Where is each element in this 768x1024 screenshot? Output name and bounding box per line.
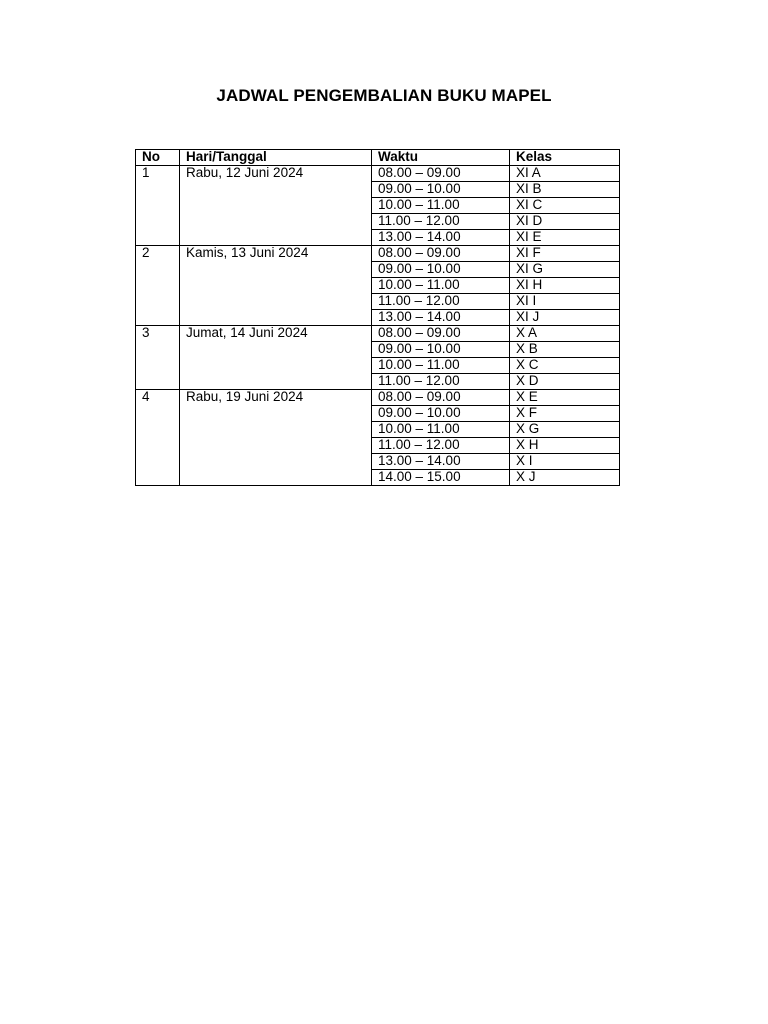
- cell-class: XI H: [510, 278, 620, 294]
- cell-class: XI I: [510, 294, 620, 310]
- cell-time: 09.00 – 10.00: [372, 262, 510, 278]
- cell-class: XI B: [510, 182, 620, 198]
- cell-time: 11.00 – 12.00: [372, 374, 510, 390]
- cell-class: X J: [510, 470, 620, 486]
- cell-time: 09.00 – 10.00: [372, 182, 510, 198]
- cell-class: X B: [510, 342, 620, 358]
- cell-no: 1: [136, 166, 180, 246]
- cell-time: 08.00 – 09.00: [372, 166, 510, 182]
- cell-class: XI D: [510, 214, 620, 230]
- cell-day: Jumat, 14 Juni 2024: [180, 326, 372, 390]
- cell-time: 08.00 – 09.00: [372, 326, 510, 342]
- schedule-table: [135, 149, 620, 486]
- cell-time: 13.00 – 14.00: [372, 230, 510, 246]
- cell-time: 11.00 – 12.00: [372, 214, 510, 230]
- cell-class: X D: [510, 374, 620, 390]
- cell-no: 2: [136, 246, 180, 326]
- cell-day: Rabu, 12 Juni 2024: [180, 166, 372, 246]
- cell-class: X H: [510, 438, 620, 454]
- cell-class: XI A: [510, 166, 620, 182]
- cell-class: XI F: [510, 246, 620, 262]
- header-day: Hari/Tanggal: [180, 150, 372, 166]
- schedule-body: [136, 166, 620, 486]
- cell-time: 10.00 – 11.00: [372, 358, 510, 374]
- cell-class: XI G: [510, 262, 620, 278]
- cell-time: 13.00 – 14.00: [372, 454, 510, 470]
- cell-class: XI C: [510, 198, 620, 214]
- cell-class: X C: [510, 358, 620, 374]
- cell-time: 09.00 – 10.00: [372, 406, 510, 422]
- cell-no: 3: [136, 326, 180, 390]
- cell-time: 09.00 – 10.00: [372, 342, 510, 358]
- table-row: [136, 246, 620, 262]
- cell-day: Kamis, 13 Juni 2024: [180, 246, 372, 326]
- cell-class: XI E: [510, 230, 620, 246]
- document-title: JADWAL PENGEMBALIAN BUKU MAPEL: [216, 86, 552, 105]
- cell-time: 10.00 – 11.00: [372, 278, 510, 294]
- cell-time: 13.00 – 14.00: [372, 310, 510, 326]
- table-header-row: [136, 150, 620, 166]
- cell-class: XI J: [510, 310, 620, 326]
- header-class: Kelas: [510, 150, 620, 166]
- cell-time: 10.00 – 11.00: [372, 198, 510, 214]
- cell-time: 14.00 – 15.00: [372, 470, 510, 486]
- header-no: No: [136, 150, 180, 166]
- table-row: [136, 390, 620, 406]
- cell-time: 08.00 – 09.00: [372, 246, 510, 262]
- cell-class: X F: [510, 406, 620, 422]
- cell-time: 11.00 – 12.00: [372, 438, 510, 454]
- table-row: [136, 326, 620, 342]
- cell-class: X E: [510, 390, 620, 406]
- cell-day: Rabu, 19 Juni 2024: [180, 390, 372, 486]
- cell-class: X I: [510, 454, 620, 470]
- cell-time: 11.00 – 12.00: [372, 294, 510, 310]
- cell-no: 4: [136, 390, 180, 486]
- cell-time: 08.00 – 09.00: [372, 390, 510, 406]
- table-row: [136, 166, 620, 182]
- cell-class: X A: [510, 326, 620, 342]
- header-time: Waktu: [372, 150, 510, 166]
- cell-class: X G: [510, 422, 620, 438]
- cell-time: 10.00 – 11.00: [372, 422, 510, 438]
